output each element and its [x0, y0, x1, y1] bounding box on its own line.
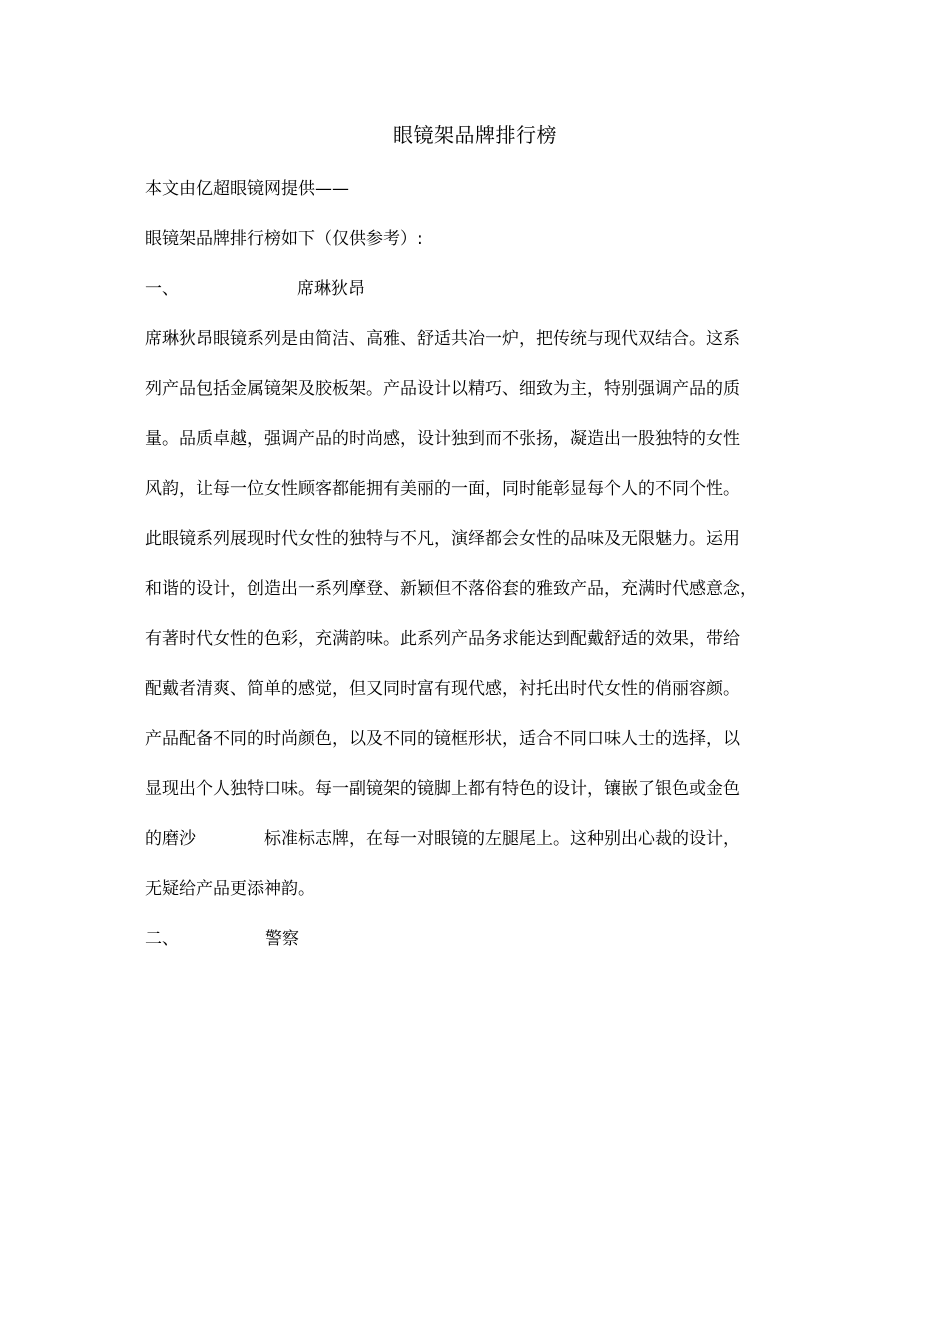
intro-line: 眼镜架品牌排行榜如下（仅供参考）: [145, 229, 423, 249]
paragraph-line: 列产品包括金属镜架及胶板架。产品设计以精巧、细致为主，特别强调产品的质 [145, 379, 740, 399]
paragraph-line: 产品配备不同的时尚颜色，以及不同的镜框形状，适合不同口味人士的选择，以 [145, 729, 740, 749]
line-fragment: 的磨沙 [145, 829, 196, 849]
source-line: 本文由亿超眼镜网提供—— [145, 179, 349, 199]
section-title: 警察 [265, 929, 299, 949]
paragraph-line: 有著时代女性的色彩，充满韵味。此系列产品务求能达到配戴舒适的效果，带给 [145, 629, 740, 649]
paragraph-line: 配戴者清爽、简单的感觉，但又同时富有现代感，衬托出时代女性的俏丽容颜。 [145, 679, 740, 699]
section-heading-1 [145, 270, 810, 320]
section-title: 席琳狄昂 [297, 279, 365, 299]
line-fragment: 标准标志牌，在每一对眼镜的左腿尾上。这种别出心裁的设计， [264, 829, 740, 849]
section-heading-2 [145, 920, 810, 970]
paragraph-line: 量。品质卓越，强调产品的时尚感，设计独到而不张扬，凝造出一股独特的女性 [145, 429, 740, 449]
paragraph-line: 席琳狄昂眼镜系列是由简洁、高雅、舒适共冶一炉，把传统与现代双结合。这系 [145, 329, 740, 349]
paragraph-line: 无疑给产品更添神韵。 [145, 879, 315, 899]
paragraph-line: 显现出个人独特口味。每一副镜架的镜脚上都有特色的设计，镶嵌了银色或金色 [145, 779, 740, 799]
paragraph-line: 此眼镜系列展现时代女性的独特与不凡，演绎都会女性的品味及无限魅力。运用 [145, 529, 740, 549]
paragraph-line: 风韵，让每一位女性顾客都能拥有美丽的一面，同时能彰显每个人的不同个性。 [145, 479, 740, 499]
document-body [145, 170, 810, 970]
paragraph-line [145, 820, 810, 870]
section-number: 一、 [145, 279, 179, 299]
document-title: 眼镜架品牌排行榜 [393, 123, 557, 147]
paragraph-line: 和谐的设计，创造出一系列摩登、新颖但不落俗套的雅致产品，充满时代感意念， [145, 579, 757, 599]
section-number: 二、 [145, 929, 179, 949]
